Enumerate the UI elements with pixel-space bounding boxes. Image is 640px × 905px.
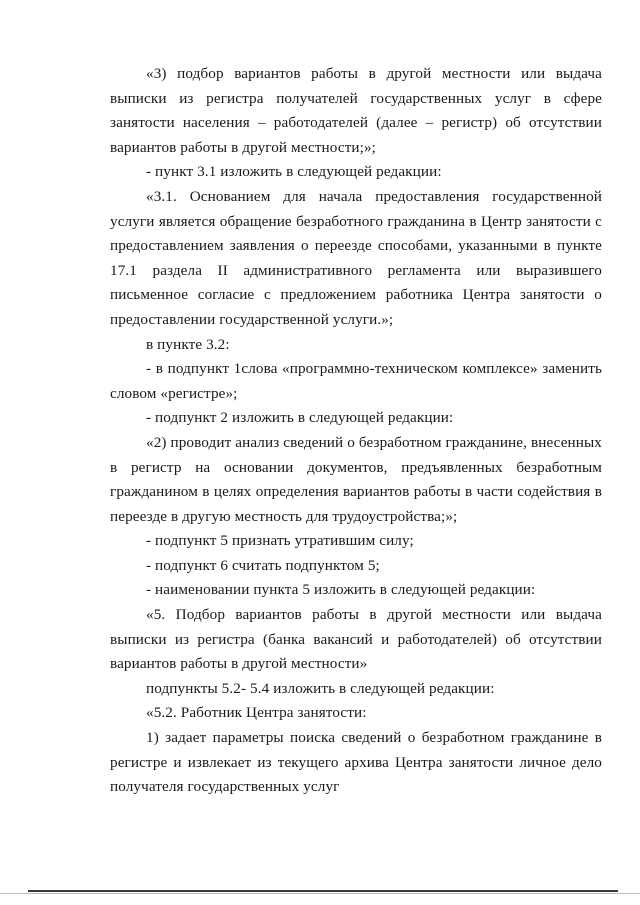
paragraph-subpunkt-2-intro: - подпункт 2 изложить в следующей редакции: (146, 409, 454, 427)
paragraph-subpunkty-5-2-5-4-intro: подпункты 5.2- 5.4 изложить в следующей редакции: (146, 679, 495, 697)
scan-bottom-edge (28, 890, 618, 892)
document-body (110, 62, 602, 800)
paragraph-subpunkt-6: - подпункт 6 считать подпунктом 5; (146, 556, 380, 574)
paragraph-5-2-heading: «5.2. Работник Центра занятости: (146, 704, 367, 722)
paragraph-3-item: «3) подбор вариантов работы в другой местности или выдача выписки из регистра получателей государственных услуг в сфере занятости населения – работодателей (далее – регистр) об отсутствии вариантов работы в другой местности;»; (110, 65, 602, 156)
paragraph-5-2-item-1: 1) задает параметры поиска сведений о безработном гражданине в регистре и извлекает из текущего архива Центра занятости личное дело получателя государственных услуг (110, 729, 602, 796)
paragraph-punkt-5-title: «5. Подбор вариантов работы в другой местности или выдача выписки из регистра (банка вакансий и работодателей) об отсутствии вариантов работы в другой местности» (110, 606, 602, 673)
paragraph-punkt-3-2-intro: в пункте 3.2: (146, 335, 230, 353)
paragraph-punkt-3-1-intro: - пункт 3.1 изложить в следующей редакции: (146, 163, 442, 181)
paragraph-subpunkt-1: - в подпункт 1слова «программно-техническом комплексе» заменить словом «регистре»; (110, 360, 602, 402)
paragraph-subpunkt-5: - подпункт 5 признать утратившим силу; (146, 532, 414, 550)
paragraph-3-1-text: «3.1. Основанием для начала предоставления государственной услуги является обращение безработного гражданина в Центр занятости с предоставлением заявления о переезде способами, указанными в пункте 17.1 раздела II административного регламента или выразившего письменное согласие с предложением работника Центра занятости о предоставлении государственной услуги.»; (110, 187, 602, 328)
paragraph-punkt-5-title-intro: - наименовании пункта 5 изложить в следующей редакции: (146, 581, 536, 599)
scan-bottom-edge-shadow (0, 893, 640, 894)
paragraph-subpunkt-2-text: «2) проводит анализ сведений о безработном гражданине, внесенных в регистр на основании документов, предъявленных безработным гражданином в целях определения вариантов работы в части содействия в переезде в другую местность для трудоустройства;»; (110, 433, 602, 525)
